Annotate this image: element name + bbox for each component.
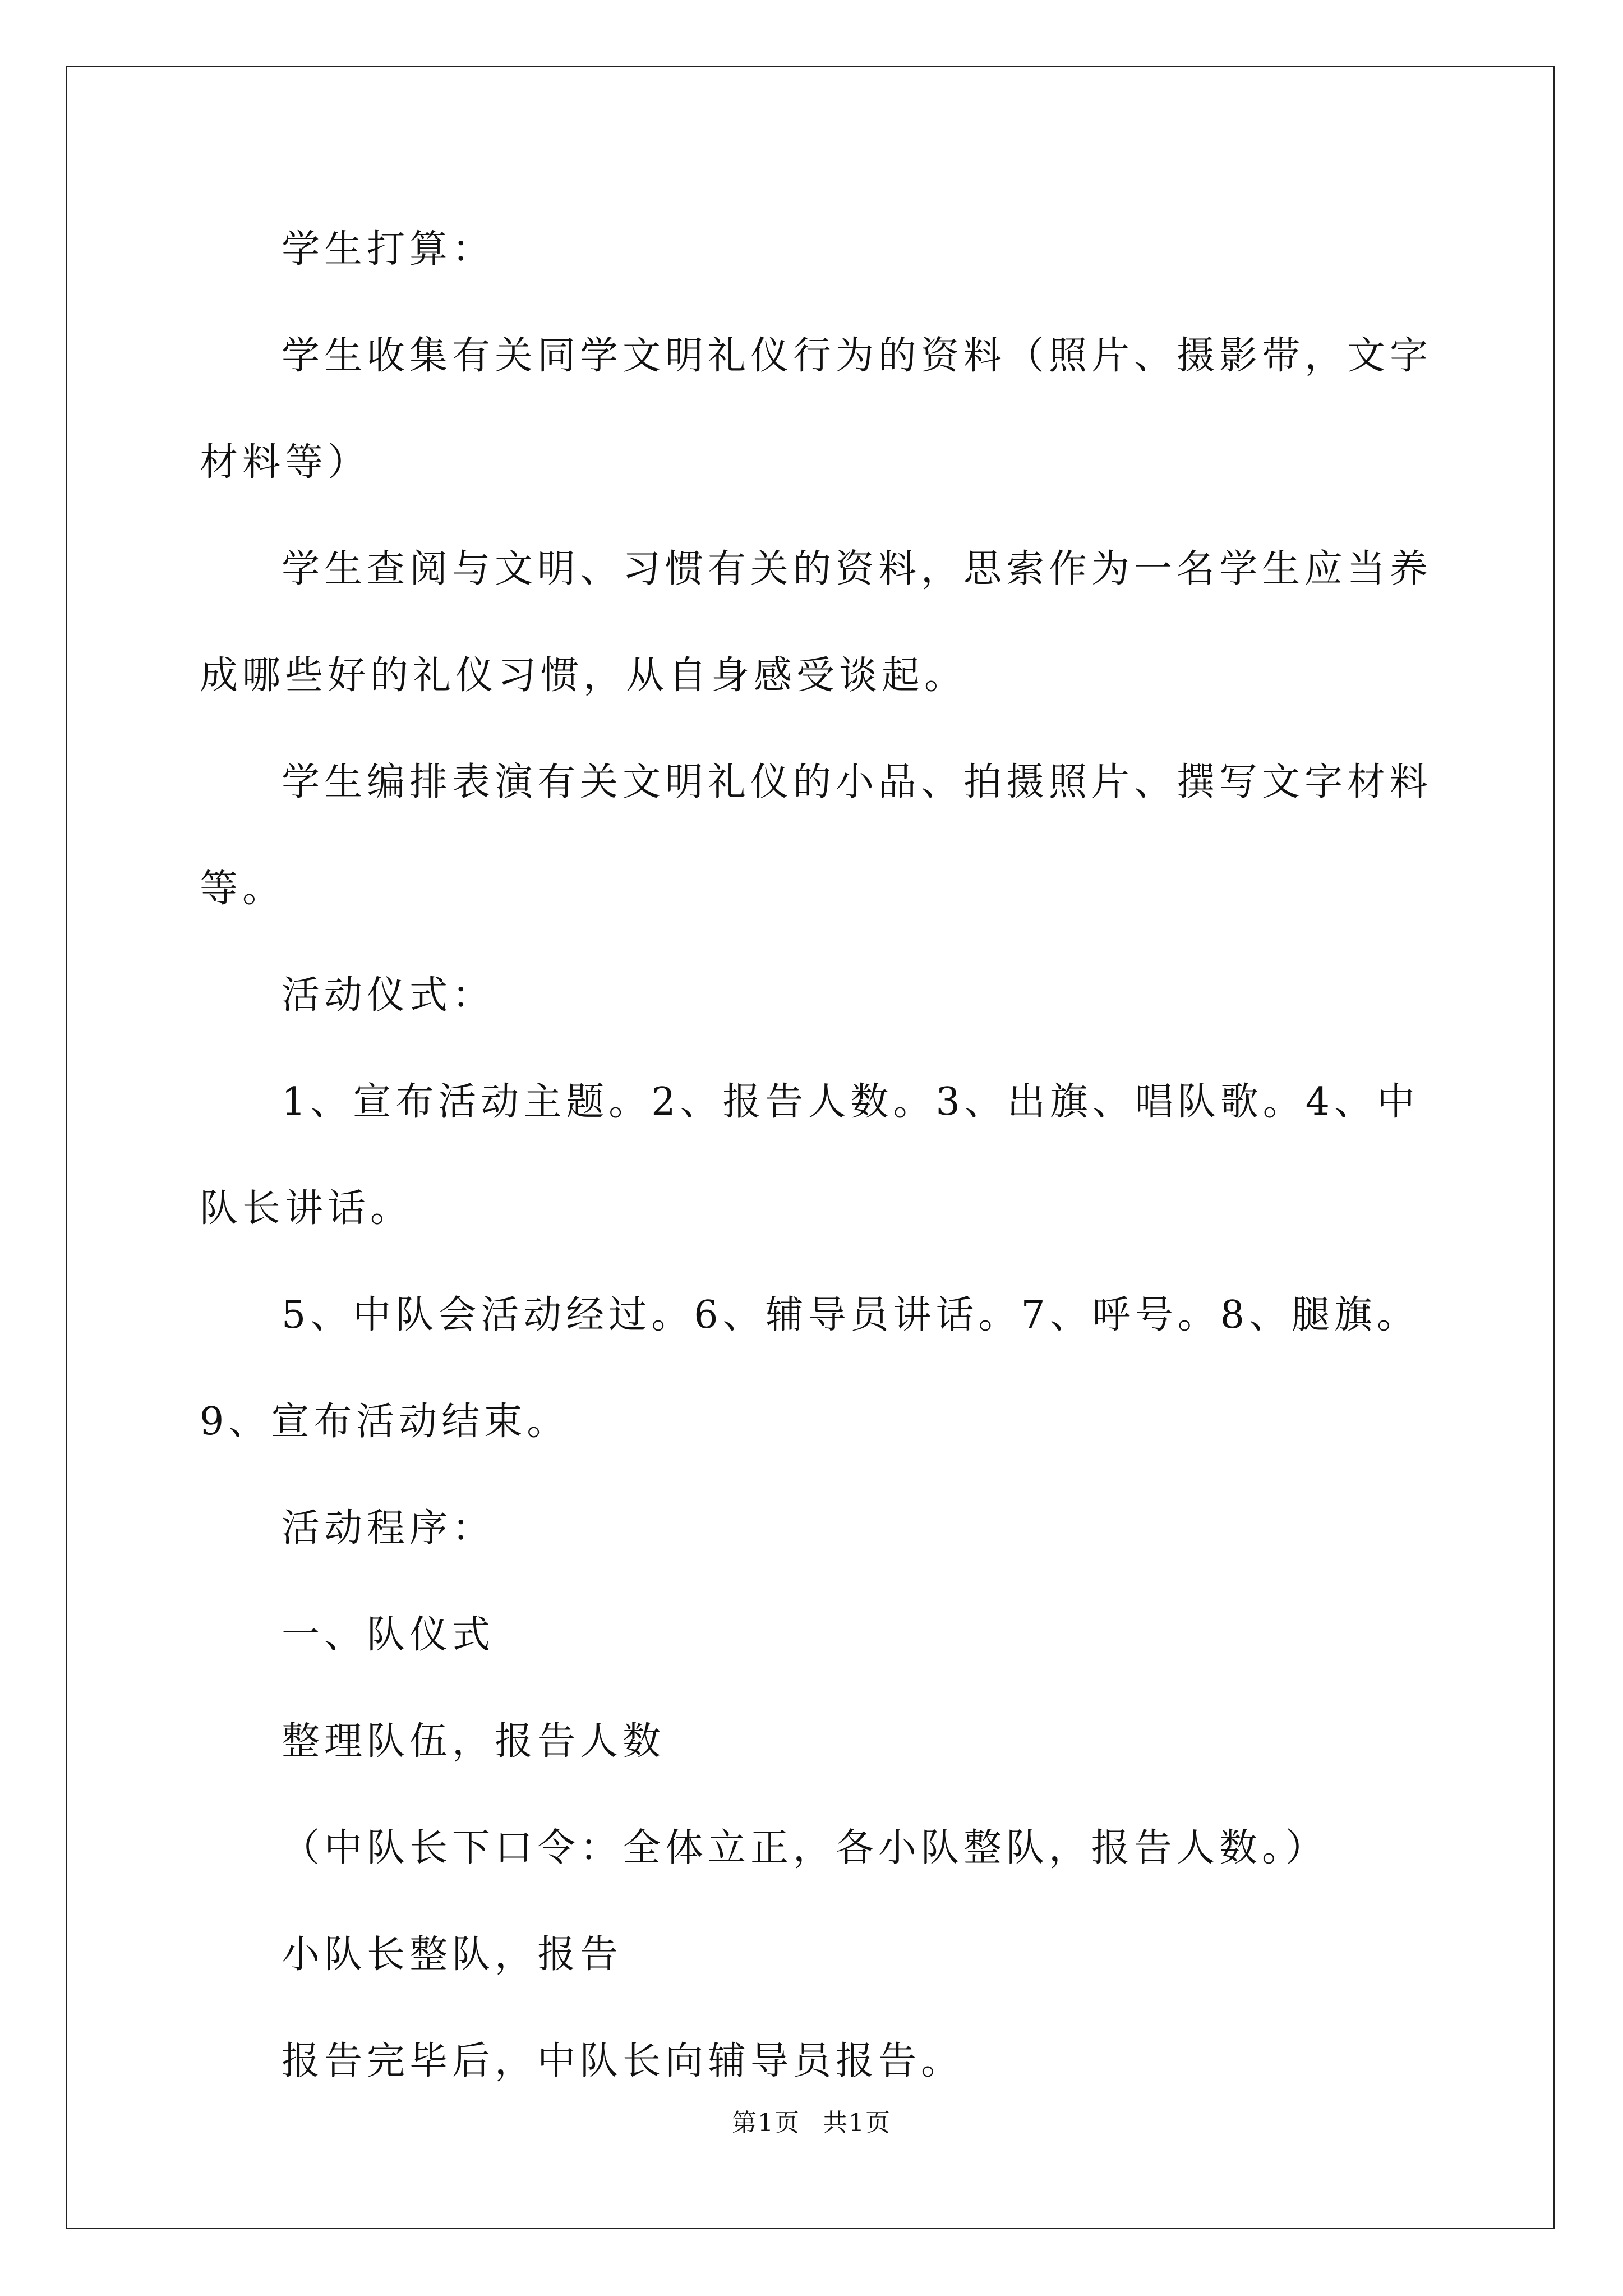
paragraph: 5、中队会活动经过。6、辅导员讲话。7、呼号。8、腿旗。9、宣布活动结束。 <box>200 1293 1420 1444</box>
paragraph: 一、队仪式 <box>282 1613 495 1657</box>
paragraph: 活动仪式： <box>282 973 495 1018</box>
paragraph: 活动程序： <box>282 1506 495 1550</box>
page-footer <box>0 2102 1623 2138</box>
paragraph: 整理队伍，报告人数 <box>282 1719 666 1764</box>
paragraph: 学生查阅与文明、习惯有关的资料，思索作为一名学生应当养成哪些好的礼仪习惯，从自身感受谈起。 <box>200 547 1433 698</box>
page-number: 第1页 <box>732 2109 800 2137</box>
page-total: 共1页 <box>823 2109 891 2137</box>
document-body <box>200 196 1433 2115</box>
paragraph: 学生编排表演有关文明礼仪的小品、拍摄照片、撰写文字材料等。 <box>200 760 1433 911</box>
paragraph: 小队长整队，报告 <box>282 1932 623 1977</box>
paragraph: 报告完毕后，中队长向辅导员报告。 <box>282 2039 964 2083</box>
paragraph: 学生收集有关同学文明礼仪行为的资料（照片、摄影带，文字材料等） <box>200 334 1433 485</box>
paragraph: （中队长下口令：全体立正，各小队整队，报告人数。） <box>282 1826 1329 1870</box>
paragraph: 1、宣布活动主题。2、报告人数。3、出旗、唱队歌。4、中队长讲话。 <box>200 1080 1420 1231</box>
paragraph: 学生打算： <box>282 227 495 272</box>
